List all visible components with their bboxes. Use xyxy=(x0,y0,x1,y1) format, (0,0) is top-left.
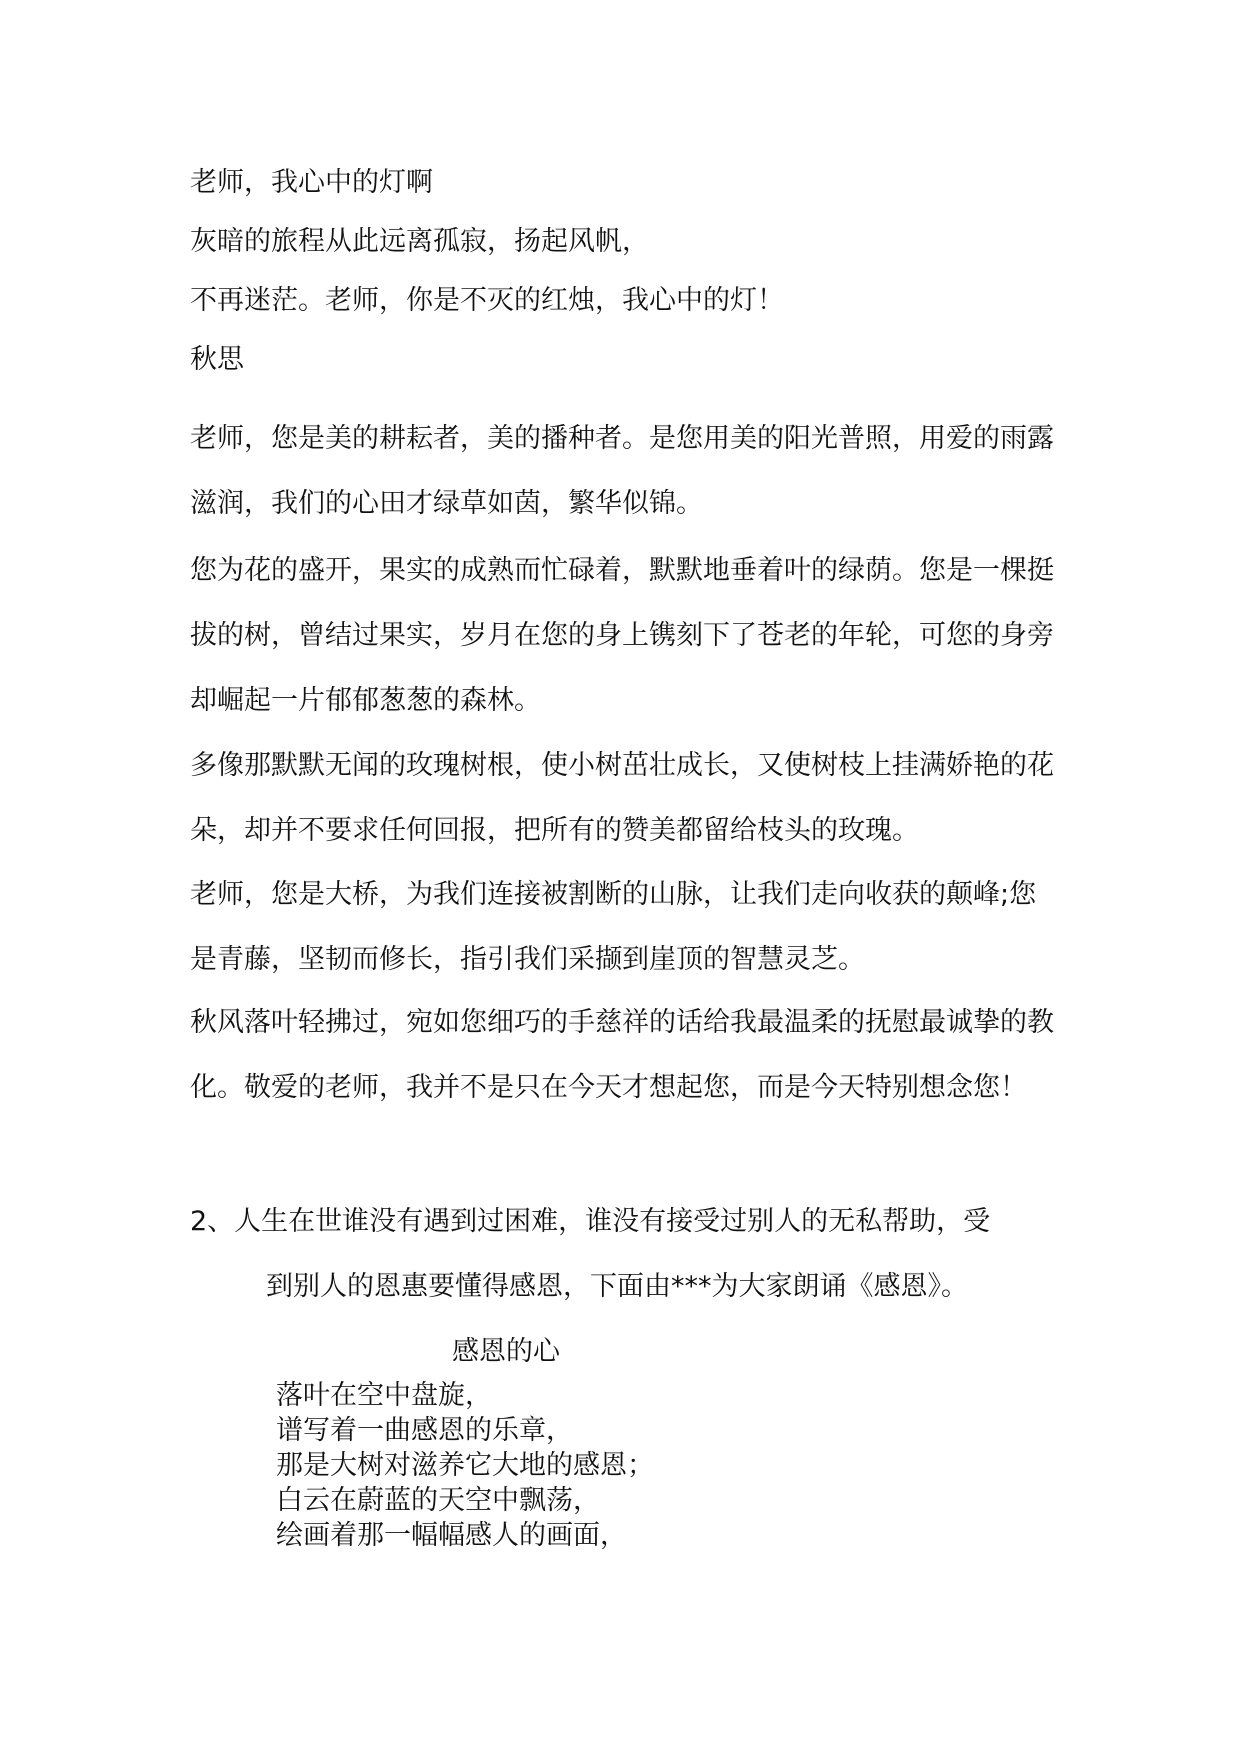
poem-line: 白云在蔚蓝的天空中飘荡， xyxy=(276,1485,600,1516)
paragraph: 多像那默默无闻的玫瑰树根，使小树茁壮成长，又使树枝上挂满娇艳的花朵，却并不要求任何回报，把所有的赞美都留给枝头的玫瑰。 xyxy=(190,750,1054,846)
poem-line: 落叶在空中盘旋， xyxy=(276,1380,492,1411)
paragraph: 老师，您是美的耕耘者，美的播种者。是您用美的阳光普照，用爱的雨露滋润，我们的心田才绿草如茵，繁华似锦。 xyxy=(190,423,1054,519)
paragraph: 不再迷茫。老师，你是不灭的红烛，我心中的灯！ xyxy=(190,285,784,316)
numbered-item-line2: 到别人的恩惠要懂得感恩，下面由***为大家朗诵《感恩》。 xyxy=(266,1271,968,1302)
paragraph: 老师，您是大桥，为我们连接被割断的山脉，让我们走向收获的颠峰;您是青藤，坚韧而修长，指引我们采撷到崖顶的智慧灵芝。 xyxy=(190,879,1037,975)
paragraph-heading: 老师，我心中的灯啊 xyxy=(190,167,433,198)
numbered-item-line1: 2、人生在世谁没有遇到过困难，谁没有接受过别人的无私帮助，受 xyxy=(190,1206,991,1237)
poem-line: 谱写着一曲感恩的乐章， xyxy=(276,1415,573,1446)
poem-title: 感恩的心 xyxy=(452,1336,560,1367)
poem-line: 绘画着那一幅幅感人的画面， xyxy=(276,1520,627,1551)
paragraph: 您为花的盛开，果实的成熟而忙碌着，默默地垂着叶的绿荫。您是一棵挺拔的树，曾结过果实，岁月在您的身上镌刻下了苍老的年轮，可您的身旁却崛起一片郁郁葱葱的森林。 xyxy=(190,555,1054,716)
poem-line: 那是大树对滋养它大地的感恩； xyxy=(276,1450,654,1481)
paragraph: 灰暗的旅程从此远离孤寂，扬起风帆， xyxy=(190,226,649,257)
poem-lines xyxy=(276,1378,654,1553)
section-title: 秋思 xyxy=(190,344,244,375)
numbered-item xyxy=(190,1204,1070,1305)
paragraph: 秋风落叶轻拂过，宛如您细巧的手慈祥的话给我最温柔的抚慰最诚挚的教化。敬爱的老师，我并不是只在今天才想起您，而是今天特别想念您！ xyxy=(190,1007,1054,1103)
